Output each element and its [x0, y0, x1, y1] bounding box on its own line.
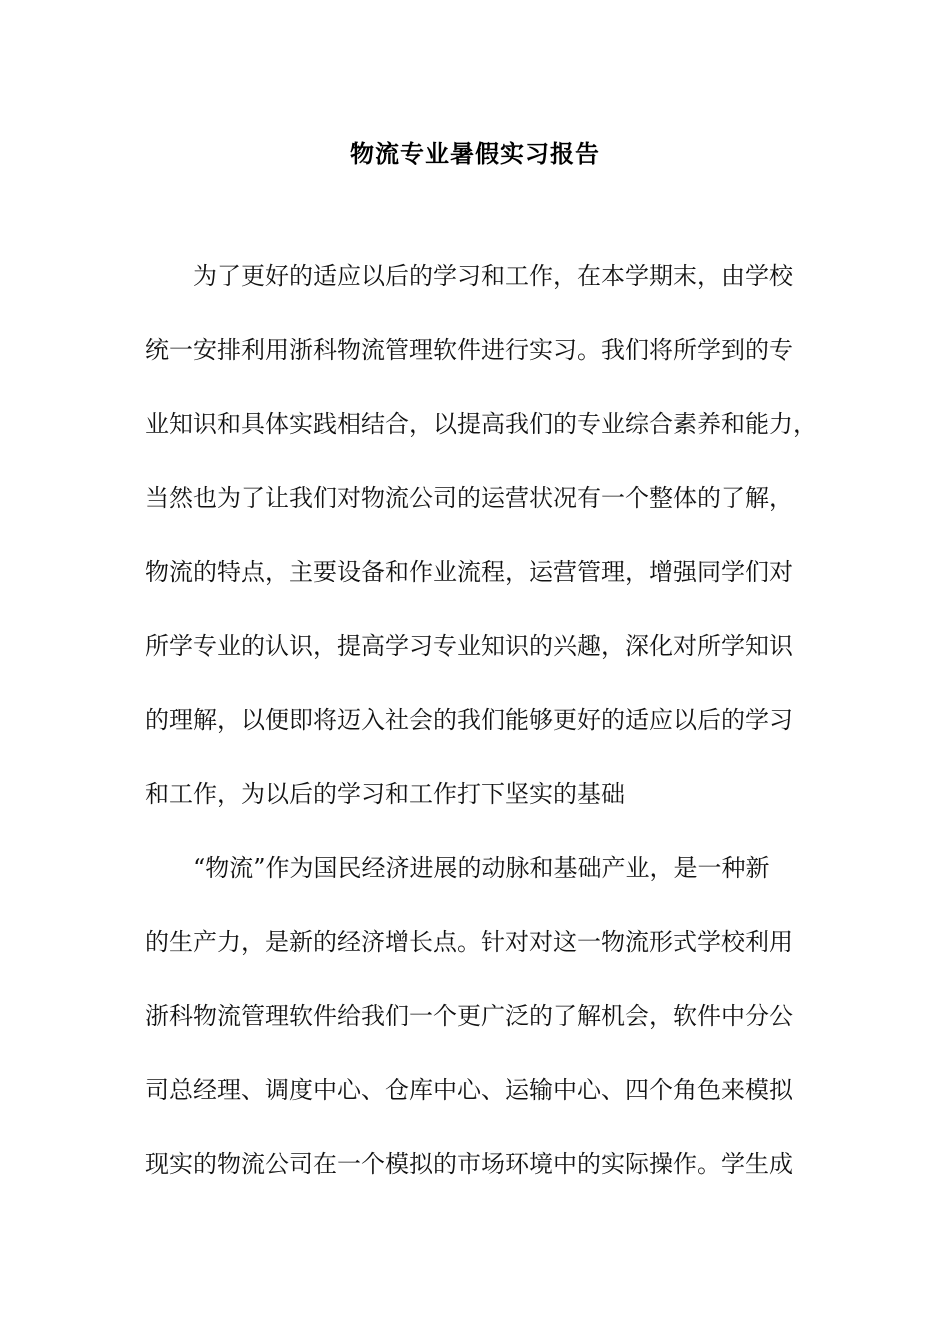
paragraph-1-line-4: 当然也为了让我们对物流公司的运营状况有一个整体的了解，	[145, 484, 793, 512]
paragraph-2-line-1: “物流”作为国民经济进展的动脉和基础产业，是一种新	[193, 854, 770, 882]
paragraph-2-line-5: 现实的物流公司在一个模拟的市场环境中的实际操作。学生成	[145, 1150, 793, 1178]
paragraph-1-line-6: 所学专业的认识，提高学习专业知识的兴趣，深化对所学知识	[145, 632, 793, 660]
paragraph-2-line-2: 的生产力，是新的经济增长点。针对对这一物流形式学校利用	[145, 928, 793, 956]
document-title: 物流专业暑假实习报告	[350, 140, 600, 168]
paragraph-1-line-1: 为了更好的适应以后的学习和工作，在本学期末，由学校	[193, 262, 793, 290]
paragraph-1-line-2: 统一安排利用浙科物流管理软件进行实习。我们将所学到的专	[145, 336, 793, 364]
paragraph-1-line-7: 的理解，以便即将迈入社会的我们能够更好的适应以后的学习	[145, 706, 793, 734]
paragraph-1-line-8: 和工作，为以后的学习和工作打下坚实的基础	[145, 780, 625, 808]
paragraph-1-line-3: 业知识和具体实践相结合，以提高我们的专业综合素养和能力，	[145, 410, 817, 438]
document-body	[145, 254, 825, 1216]
paragraph-2-line-4: 司总经理、调度中心、仓库中心、运输中心、四个角色来模拟	[145, 1076, 793, 1104]
paragraph-2-line-3: 浙科物流管理软件给我们一个更广泛的了解机会，软件中分公	[145, 1002, 793, 1030]
paragraph-1-line-5: 物流的特点，主要设备和作业流程，运营管理，增强同学们对	[145, 558, 793, 586]
